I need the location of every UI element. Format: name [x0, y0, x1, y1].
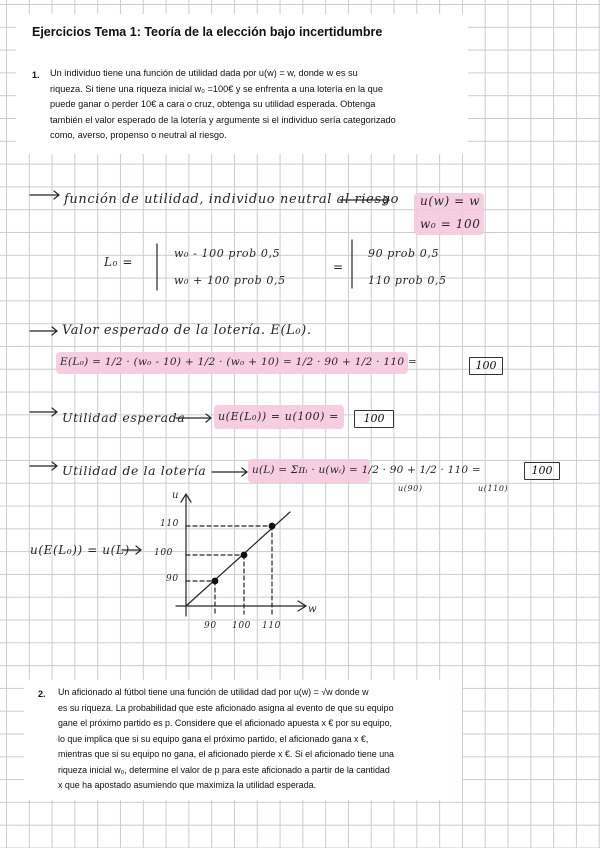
note-lottery-row-1: w₀ - 100 prob 0,5 [174, 247, 281, 260]
note-utility-function: función de utilidad, individuo neutral al riesgo [64, 192, 400, 207]
note-result-row-2: 110 prob 0,5 [368, 274, 447, 287]
exercise-2-line: Un aficionado al fútbol tiene una función de utilidad dad por u(w) = √w donde w [58, 687, 369, 697]
exercise-2-line: es su riqueza. La probabilidad que este aficionado asigna al evento de que su equipo [58, 702, 394, 713]
exercise-2-line: x que ha apostado asumiendo que maximiza la utilidad esperada. [58, 780, 317, 790]
note-w0-def: w₀ = 100 [420, 217, 481, 231]
ev-result-box: 100 [469, 357, 503, 375]
exercise-2-line: lo que implica que si su equipo gana el próximo partido, el aficionado gana x €, [58, 733, 369, 744]
exercise-2-line: riqueza inicial w₀, determine el valor de p para este aficionado a partir de la cantidad [58, 764, 390, 775]
exercise-1-line: como, averso, propenso o neutral al riesgo. [50, 130, 227, 140]
note-lottery-label: L₀ = [104, 255, 134, 269]
exercise-1-line: puede ganar o perder 10€ a cara o cruz, obtenga su utilidad esperada. Obtenga [50, 99, 376, 109]
note-expected-value: Valor esperado de la lotería. E(L₀). [62, 323, 312, 338]
x-tick-90: 90 [204, 621, 217, 631]
exercise-2-line: gane el próximo partido es p. Considere que el aficionado apuesta x € por su equipo, [58, 718, 393, 728]
note-lottery-utility-label: Utilidad de la lotería [62, 463, 207, 478]
exercise-2-number: 2. [38, 689, 46, 699]
note-expected-utility-formula: u(E(L₀)) = u(100) = [218, 410, 339, 423]
y-tick-110: 110 [160, 519, 179, 529]
x-tick-110: 110 [262, 621, 281, 631]
note-equals: = [333, 260, 344, 274]
expected-utility-box: 100 [354, 410, 394, 428]
utility-graph [176, 494, 306, 616]
note-expected-utility-label: Utilidad esperada [62, 410, 186, 425]
exercise-2-line: mientras que si su equipo no gana, el aficionado pierde x €. Si el aficionado tiene una [58, 749, 394, 759]
exercise-1-line: también el valor esperado de la lotería y argumente si el individuo sería categorizado [50, 114, 396, 125]
axis-x-label: w [308, 604, 318, 615]
exercise-1-number: 1. [32, 70, 40, 80]
note-u90: u(90) [398, 484, 423, 493]
note-ev-formula: E(L₀) = 1/2 · (w₀ - 10) + 1/2 · (w₀ + 10) = 1/2 · 90 + 1/2 · 110 = [60, 356, 418, 368]
note-u110: u(110) [478, 484, 509, 493]
exercise-1-line: riqueza. Si tiene una riqueza inicial w₀ =100€ y se enfrenta a una lotería en la que [50, 83, 383, 94]
note-u-def: u(w) = w [420, 194, 481, 208]
note-result-row-1: 90 prob 0,5 [368, 247, 440, 260]
y-tick-100: 100 [154, 548, 173, 558]
graph-point [212, 578, 219, 585]
lottery-utility-box: 100 [524, 462, 560, 480]
exercise-2-card [24, 680, 462, 800]
axis-y-label: u [172, 490, 180, 501]
x-tick-100: 100 [232, 621, 251, 631]
note-lottery-row-2: w₀ + 100 prob 0,5 [174, 274, 286, 287]
note-lottery-utility-formula: u(L) = Σπᵢ · u(wᵢ) = 1/2 · 90 + 1/2 · 110 = [252, 464, 481, 476]
y-tick-90: 90 [166, 574, 179, 584]
arrow-icon [30, 191, 389, 554]
exercise-2-text [58, 685, 458, 794]
exercise-1-line: Un individuo tiene una función de utilidad dada por u(w) = w, donde w es su [50, 68, 358, 78]
note-graph-label: u(E(L₀)) = u(L) [30, 543, 130, 557]
graph-point [269, 523, 276, 530]
page-title: Ejercicios Tema 1: Teoría de la elección bajo incertidumbre [32, 25, 383, 39]
graph-point [241, 552, 248, 559]
